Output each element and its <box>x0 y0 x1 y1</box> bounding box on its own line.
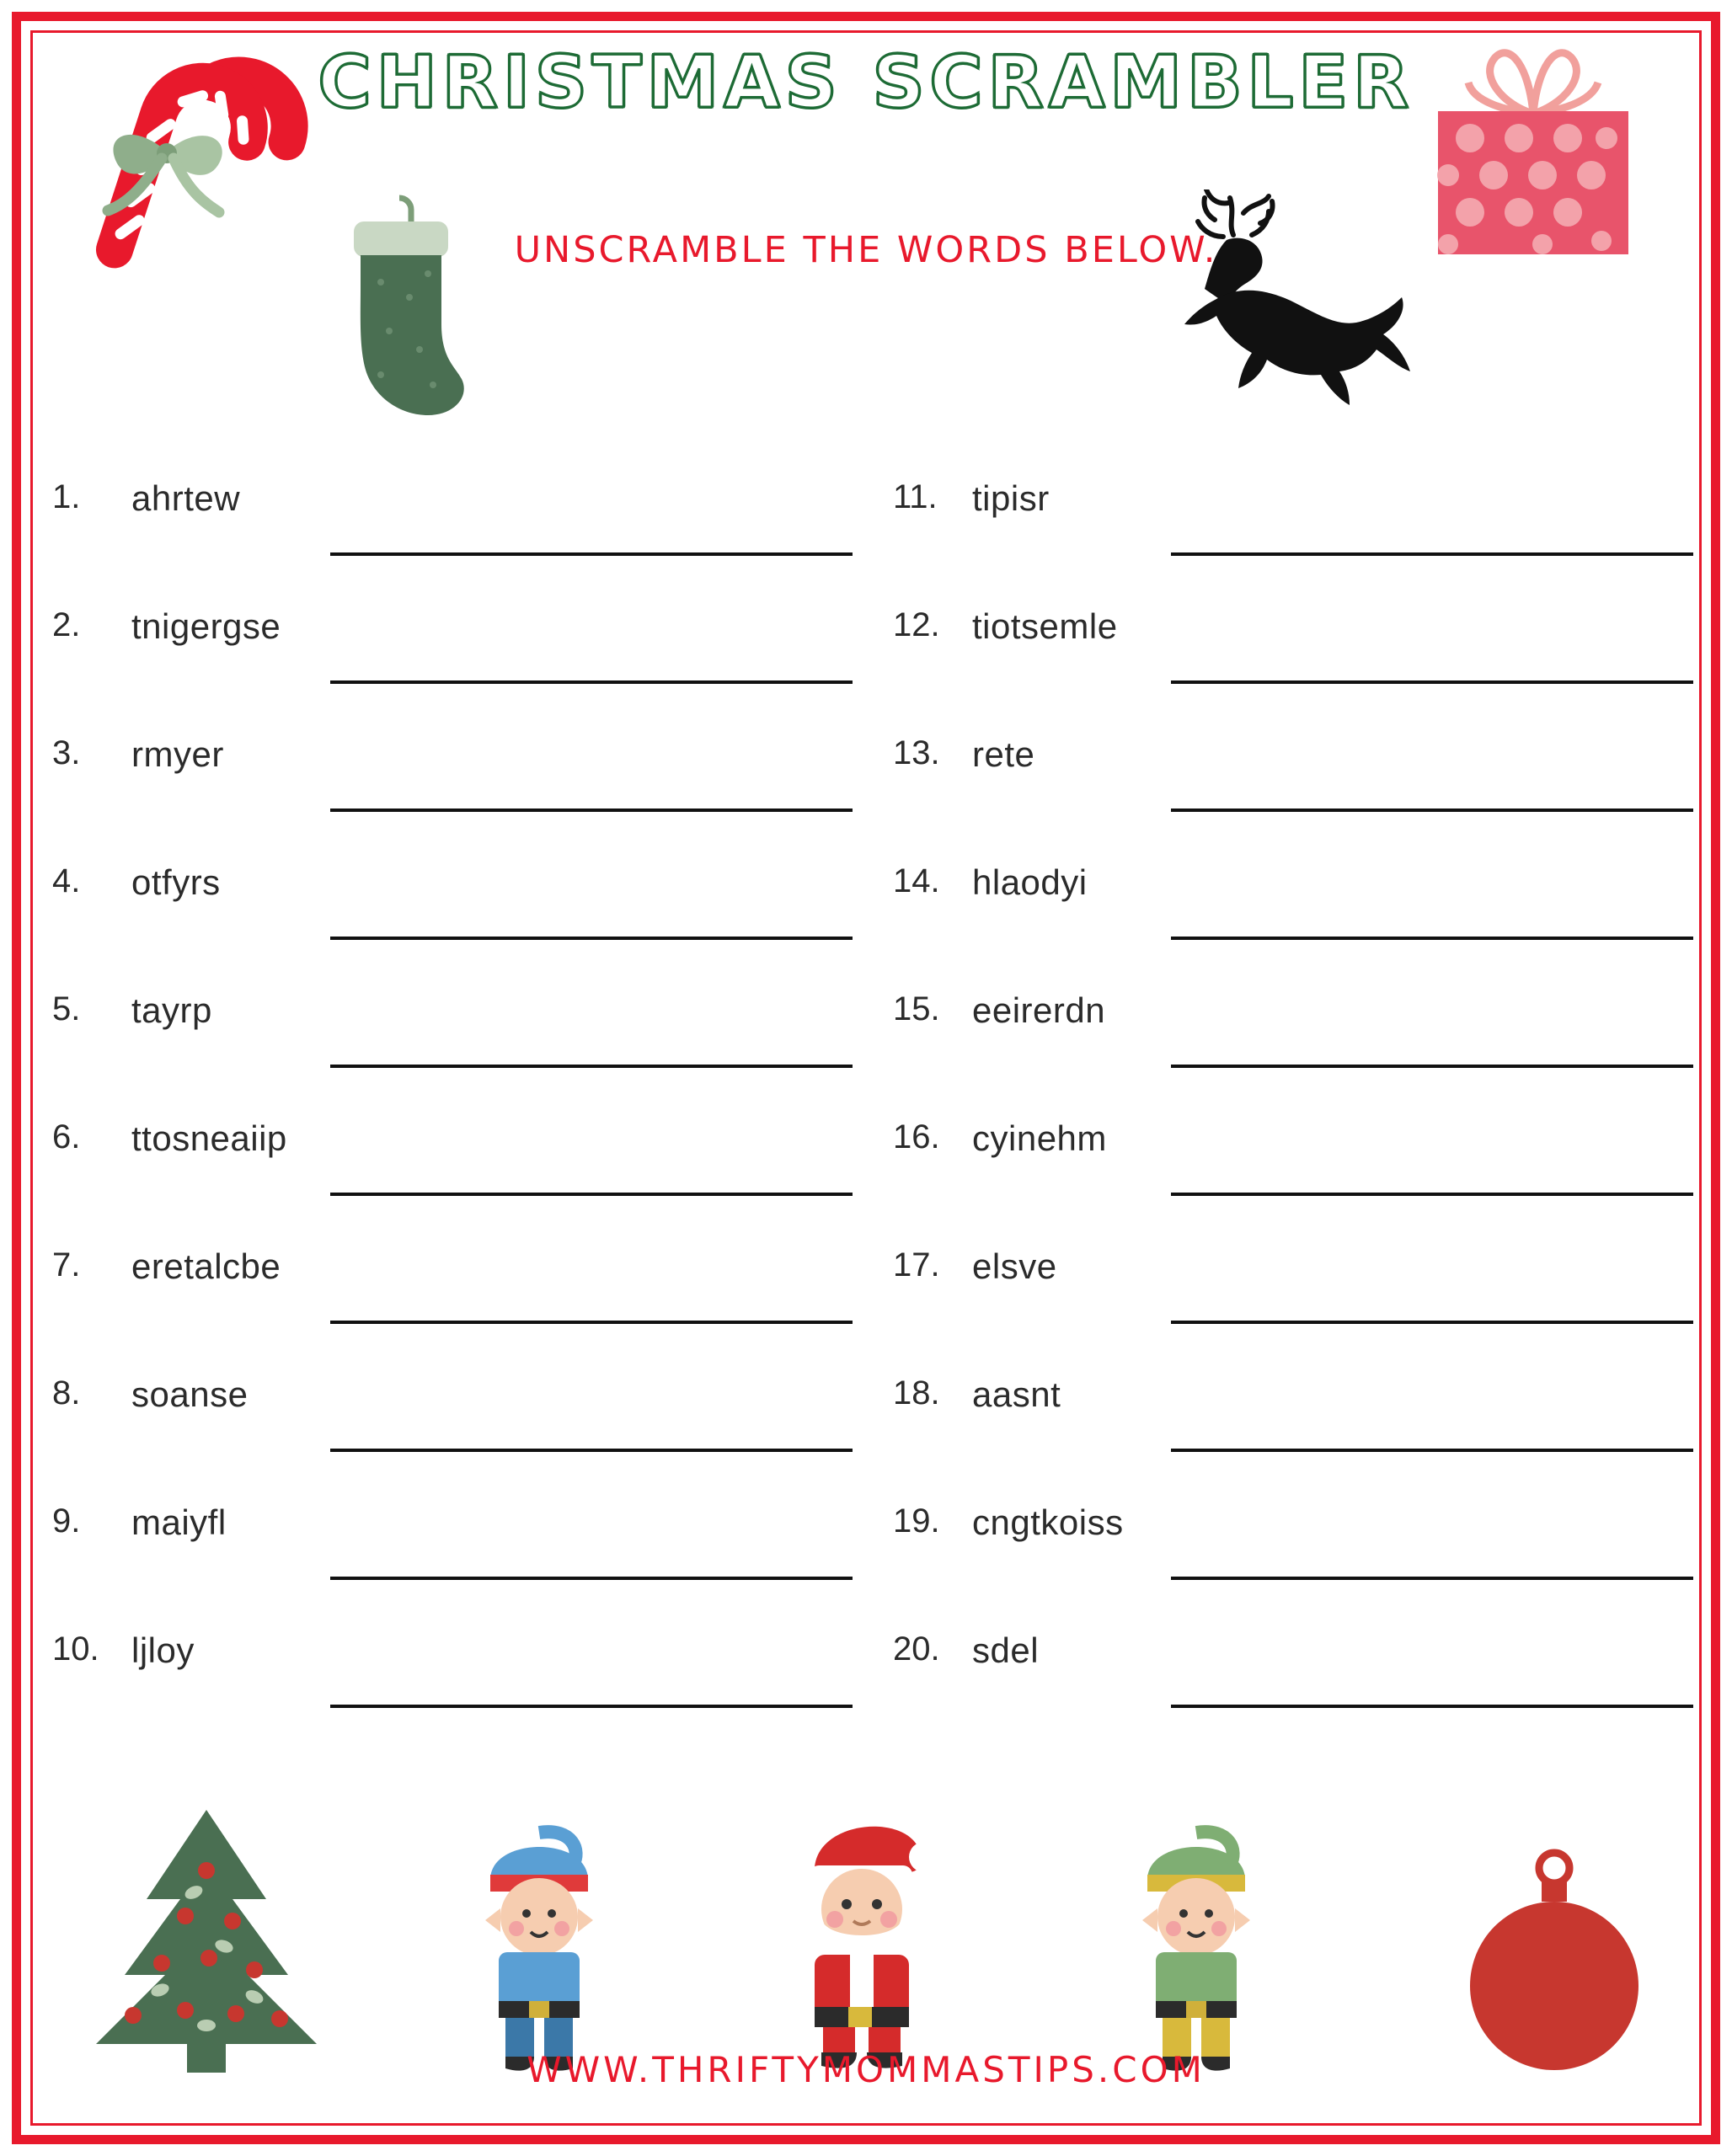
list-item <box>893 1368 1732 1496</box>
scrambled-word: otfyrs <box>131 862 221 902</box>
list-item <box>52 728 832 856</box>
word-column-left <box>0 472 866 1752</box>
word-column-right <box>866 472 1732 1752</box>
list-item <box>52 1368 832 1496</box>
scrambled-word: hlaodyi <box>972 862 1088 902</box>
item-number: 11. <box>893 478 938 515</box>
scrambled-word: tayrp <box>131 990 212 1030</box>
item-number: 8. <box>52 1374 81 1412</box>
scrambled-word: ahrtew <box>131 478 241 518</box>
scrambled-word: elsve <box>972 1246 1057 1286</box>
answer-blank[interactable] <box>1171 808 1693 812</box>
item-number: 9. <box>52 1502 81 1540</box>
item-number: 13. <box>893 734 940 771</box>
word-lists <box>0 472 1732 1752</box>
page-subtitle: UNSCRAMBLE THE WORDS BELOW. <box>514 229 1218 271</box>
scrambled-word: aasnt <box>972 1374 1061 1414</box>
item-number: 20. <box>893 1630 940 1668</box>
answer-blank[interactable] <box>330 1705 853 1708</box>
elf-green-icon <box>1104 1802 1289 2080</box>
reindeer-icon <box>1179 189 1432 417</box>
list-item <box>893 472 1732 600</box>
answer-blank[interactable] <box>1171 1705 1693 1708</box>
list-item <box>52 1112 832 1240</box>
answer-blank[interactable] <box>330 1577 853 1580</box>
list-item <box>893 1496 1732 1624</box>
answer-blank[interactable] <box>330 1321 853 1324</box>
answer-blank[interactable] <box>1171 552 1693 556</box>
scrambled-word: tipisr <box>972 478 1050 518</box>
item-number: 15. <box>893 990 940 1027</box>
item-number: 12. <box>893 606 940 643</box>
scrambled-word: sdel <box>972 1630 1040 1670</box>
santa-claus-icon <box>762 1790 965 2076</box>
scrambled-word: eeirerdn <box>972 990 1106 1030</box>
footer-url[interactable]: WWW.THRIFTYMOMMASTIPS.COM <box>527 2049 1205 2090</box>
list-item <box>52 984 832 1112</box>
answer-blank[interactable] <box>330 680 853 684</box>
item-number: 10. <box>52 1630 99 1668</box>
answer-blank[interactable] <box>330 1449 853 1452</box>
scrambled-word: rete <box>972 734 1035 774</box>
list-item <box>52 1496 832 1624</box>
scrambled-word: tnigergse <box>131 606 281 646</box>
list-item <box>893 1240 1732 1368</box>
list-item <box>52 472 832 600</box>
item-number: 7. <box>52 1246 81 1283</box>
scrambled-word: cyinehm <box>972 1118 1107 1158</box>
list-item <box>52 1240 832 1368</box>
item-number: 4. <box>52 862 81 899</box>
scrambled-word: cngtkoiss <box>972 1502 1124 1542</box>
item-number: 17. <box>893 1246 940 1283</box>
answer-blank[interactable] <box>330 1065 853 1068</box>
answer-blank[interactable] <box>1171 680 1693 684</box>
scrambled-word: ttosneaiip <box>131 1118 287 1158</box>
scrambled-word: rmyer <box>131 734 224 774</box>
answer-blank[interactable] <box>330 552 853 556</box>
item-number: 3. <box>52 734 81 771</box>
item-number: 19. <box>893 1502 940 1540</box>
scrambled-word: soanse <box>131 1374 249 1414</box>
item-number: 2. <box>52 606 81 643</box>
scrambled-word: ljloy <box>131 1630 195 1670</box>
ornament-ball-icon <box>1457 1844 1651 2080</box>
answer-blank[interactable] <box>1171 1065 1693 1068</box>
list-item <box>52 856 832 984</box>
answer-blank[interactable] <box>1171 1321 1693 1324</box>
answer-blank[interactable] <box>330 937 853 940</box>
list-item <box>893 984 1732 1112</box>
list-item <box>893 600 1732 728</box>
list-item <box>893 856 1732 984</box>
item-number: 6. <box>52 1118 81 1155</box>
elf-blue-icon <box>446 1802 632 2080</box>
item-number: 16. <box>893 1118 940 1155</box>
scrambled-word: tiotsemle <box>972 606 1118 646</box>
answer-blank[interactable] <box>1171 1449 1693 1452</box>
item-number: 5. <box>52 990 81 1027</box>
christmas-stocking-icon <box>329 189 489 425</box>
answer-blank[interactable] <box>1171 1193 1693 1196</box>
list-item <box>893 1112 1732 1240</box>
page-title: CHRISTMAS SCRAMBLER <box>318 40 1414 125</box>
answer-blank[interactable] <box>330 1193 853 1196</box>
answer-blank[interactable] <box>1171 1577 1693 1580</box>
list-item <box>893 728 1732 856</box>
list-item <box>52 600 832 728</box>
list-item <box>52 1624 832 1752</box>
list-item <box>893 1624 1732 1752</box>
scrambled-word: eretalcbe <box>131 1246 281 1286</box>
scrambled-word: maiyfl <box>131 1502 227 1542</box>
item-number: 14. <box>893 862 940 899</box>
christmas-tree-icon <box>67 1798 345 2076</box>
answer-blank[interactable] <box>1171 937 1693 940</box>
item-number: 1. <box>52 478 81 515</box>
answer-blank[interactable] <box>330 808 853 812</box>
item-number: 18. <box>893 1374 940 1412</box>
